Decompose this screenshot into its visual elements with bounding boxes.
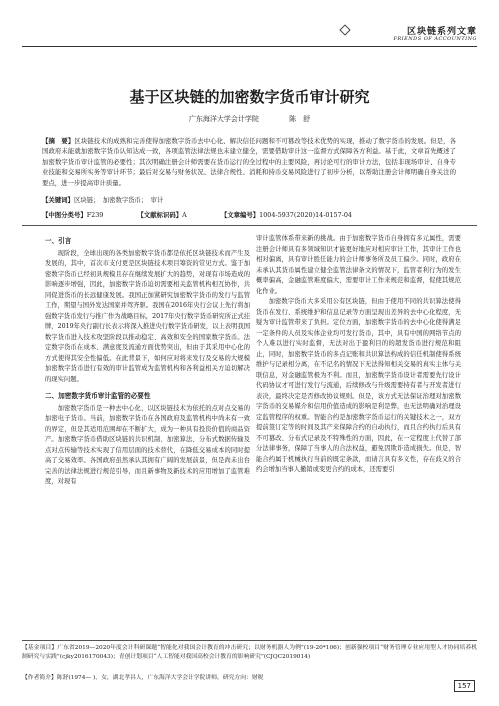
- paragraph: 现阶段，全球出现的各类加密数字货币都是依托区块链技术而产生及发展的，其中，首次市支付更是区块链技术项目筹资的常见方式。鉴于加密数字货币已经初具规模且存在继续发展扩大的趋势，对现有市场造成的影响逐步增强，因此，加密数字货币迫切需要相关监管机构相互协作，共同促进货币的长远健康发展。我国正加紧研究加密数字货币的发行与监管工作，期望与国外发达国家并驾齐驱。我国在2016年央行会议上先行将加强数字货币发行与推广作为战略目标，2017年央行数字货币研究所正式挂牌，2019年央行副行长表示将深入推进央行数字货币研发，以上表明我国数字货币进入技术攻坚阶段以推动稳定、高效和安全的国家数字货币。法定数字货币在成本、满意度及流通方面优势突出，但由于其采用中心化的方式使得其安全性偏低。在此背景下，如何应对将来发行及交易的大规模加密数字货币进行有效的审计监管成为监管机构和各利益相关方迫切解决的现实问题。: [45, 249, 250, 383]
- doc-code: 【文献标识码】A: [137, 211, 187, 219]
- section-heading: 二、加密数字货币审计监管的必要性: [45, 392, 151, 400]
- clc-code: 【中图分类号】F239: [42, 211, 104, 219]
- author-footnote: 【作者简介】陈舒(1974— )，女，湖北孝昌人，广东海洋大学会计学院讲师，研究方向：财税: [22, 675, 264, 681]
- article-title: 基于区块链的加密数字货币审计研究: [129, 88, 370, 106]
- paragraph: 加密数字货币大多采用公有区块链，但由于使用不同的共识算法使得货币在发行、系统维护和信息记录等方面呈现出差异的去中心化程度，无疑为审计监管带来了负担。定位方面，加密数字货币的去中心化使得满足一定条件的人员及实体企业均可发行货币，其中，具有中国的网络节点的个人难以进行实时监督，无法对出于盈利目的的超发货币进行规范和阻止，同时，加密数字货币的多点记账和共识算法构成的信任机制使得系统维护与记录相分离，在不记名的情况下无法得知相关交易的真实主体与关联信息，对金融监管极为不利。而且，加密数字货币设计者需要先行设计代码协议才可进行发行与流通，后续修改与升级需要持有者与开发者进行表决，最终决定是否修改协议规则。但是，该方式无法保证治理对加密数字货币的交易媒介和信用价值造成的影响是利是弊，也无法明确对治理设定监管程序的权重。智能合约是加密数字货币运行的关键技术之一，双方提前签订定等的时间及其产来保障合约的自动执行，而且合约执行后具有不可篡改、分布式记录及不特殊性的方面，因此，在一定程度上代替了部分法律事务，保障了当事人的合法权益，避免因欺诈造成损失。但是，智能合约属于机械执行当前的既定条款，而请言具有多义性，存在歧义的合约会增加当事人撤销或变更合约的成本，还需要引: [256, 298, 461, 473]
- section-heading: 一、引言: [45, 237, 72, 245]
- classification-line: [42, 210, 456, 219]
- byline: [0, 114, 499, 124]
- fund-footnote: 【基金项目】广东省2019—2020年度会计科研课题“智能化对我国会计教育的冲击研究；以财务机器人为例”(19-20*106)；创新强校项目“财务管理专业应用型人才协同培养机制研究与实践”(cjky2016170043)；青创计划项目“人工智能对我国高校会计教育的影响研究”(CJQC2019014): [22, 645, 477, 660]
- left-column: [45, 234, 250, 488]
- right-column: [256, 234, 461, 476]
- article-id: 【文章编号】1004-5937(2020)14-0157-04: [220, 211, 352, 219]
- series-label: 区块链系列文章: [406, 27, 477, 37]
- abstract-divider: [22, 225, 477, 226]
- keywords-text: 区块链； 加密数字货币； 审计: [73, 196, 164, 204]
- page-number: 157: [454, 680, 475, 692]
- diamond-icon: [339, 24, 350, 35]
- author-name: 陈 舒: [289, 115, 311, 123]
- affiliation: 广东海洋大学会计学院: [188, 115, 259, 123]
- footnote-divider: [22, 640, 477, 641]
- keywords-label: 【关键词】: [42, 196, 74, 204]
- keywords: [42, 195, 456, 204]
- paragraph: 审计监管体系带来新的挑战。由于加密数字货币自身拥有多元属性，需要注册会计师具有多领域知识才能更好地应对相应审计工作，其审计工作也相对偏离，具有审计胜任能力的会计师事务所及员工偏少。同时，政府在未承认其货币属性建立健全监管法律条文的情况下，监管者利行为的发生概率偏高，金融监管难度偏大，需要审计工作来规范和监督，促使其规范化作业。: [256, 235, 461, 295]
- abstract-text: 区块链技术的成熟和完善使得加密数字货币去中心化、解决信任问题和不可篡改等技术优势的实现，推动了数字货币的发展。但是，各国政府未能就加密数字货币认知达成一致，各项监管法律法规也未建立健全，需要借助审计这一监督方式保障各方利益。基于此，文章首先概述了加密数字货币审计监管的必要性；其次明确注册会计师需要在货币运行的全过程中的主要风险，再讨论可行的审计方法，包括非现场审计、自身专业技能和交易所实务等审计环节；最后对交易与财务状况、法律合规性、消耗和持币交易风险进行了初步分析，以帮助注册会计师明确自身关注的要点，进一步提高审计质量。: [42, 137, 457, 187]
- paragraph: 加密数字货币是一种去中心化、以区块链技术为依托的点对点交易的加密电子货币。当前，加密数字货币在各国政府及监管机构中尚未有一致的界定，但是其适用范围却在不断扩大，成为一种具有投资价值的商品资产。加密数字货币借助区块链的共识机制、加密算法、分布式数据传输及点对点传输等技术实现了信用层面的技术替代，在降低交易成本的同时提高了交易效率。各国政府虽然承认其拥有广阔的发展前景，但是尚未出台完善的法律法规进行规范引导，而且新事物及新技术的应用增加了监管难度，对现有: [45, 404, 250, 485]
- abstract-label: 【摘 要】: [42, 137, 75, 145]
- abstract: [42, 136, 456, 188]
- series-subtitle: FRIENDS OF ACCOUNTING: [393, 36, 477, 42]
- header-divider: [22, 46, 477, 47]
